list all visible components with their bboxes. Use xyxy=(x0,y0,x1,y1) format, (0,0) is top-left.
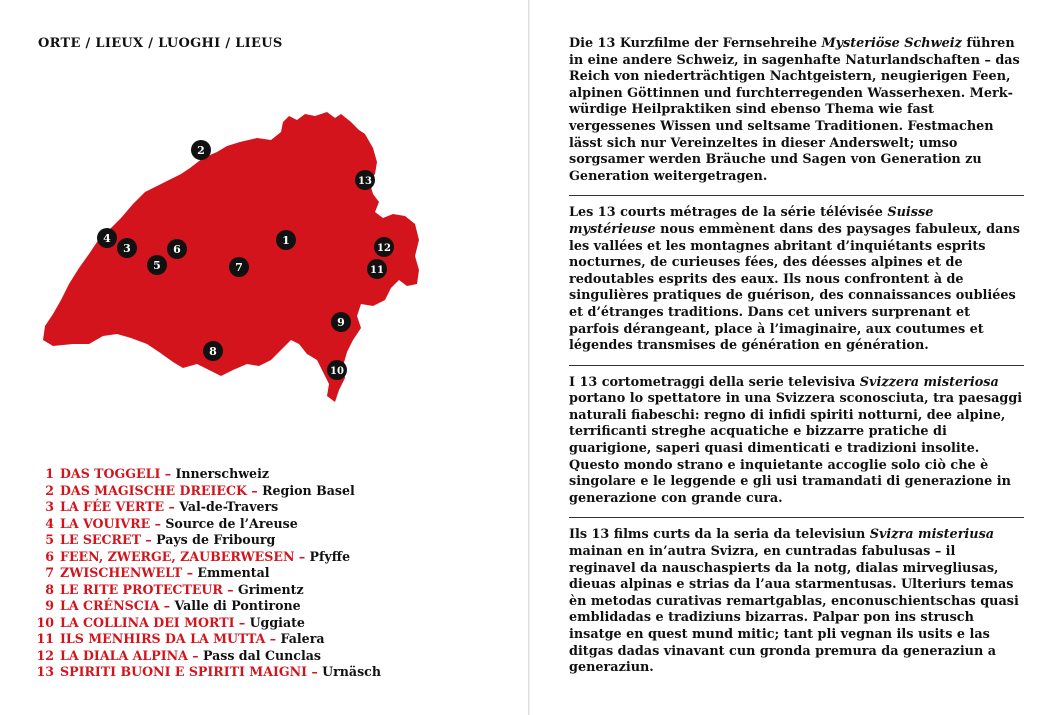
legend-number: 12 xyxy=(36,647,54,663)
legend-number: 6 xyxy=(45,548,54,564)
switzerland-map xyxy=(35,100,435,420)
legend-item xyxy=(36,516,516,533)
legend-number: 10 xyxy=(36,614,54,630)
map-marker-5 xyxy=(147,255,167,275)
legend-title: LA VOUIVRE xyxy=(60,515,151,531)
paragraph-romansh: Ils 13 films curts da la seria da televisiun Svizra misteriusa mainan en in’autra Svizra, en cuntradas fabulusas – il reginavel da nauschaspierts da la notg, dialas mirvegliusas, dieuas alpinas e strias da l’aua starmentusas. Ulteriurs temas èn metodas curativas remartgablas, enconuschientschas quasi emblidadas e tradiziuns bizarras. Palpar pon ins strusch insatge en quest mund mitic; tant pli vegnan ils usits e las ditgas dadas vinavant cun gronda premura da generaziun a generaziun. xyxy=(569,527,1019,676)
legend-item xyxy=(36,466,516,483)
marker-label: 4 xyxy=(103,232,111,245)
paragraph-french: Les 13 courts métrages de la série télévisée Suisse mystérieuse nous emmènent dans des paysages fabuleux, dans les vallées et les montagnes abritant d’inquiétants esprits nocturnes, de curieuses fées, des déesses alpines et de redoutables esprits des eaux. Ils nous confrontent à de singulières pratiques de guérison, des connaissances oubliées et d’étranges traditions. Dans cet univers surprenant et parfois dérangeant, place à l’imaginaire, aux coutumes et légendes transmises de génération en génération. xyxy=(569,205,1020,354)
legend-title: LE SECRET xyxy=(60,532,141,547)
legend-item xyxy=(36,631,516,648)
legend-number: 8 xyxy=(45,581,54,597)
location-legend xyxy=(36,466,516,681)
marker-label: 3 xyxy=(123,242,131,255)
legend-place: Grimentz xyxy=(237,581,304,597)
map-marker-11 xyxy=(367,259,387,279)
legend-place: Region Basel xyxy=(262,482,355,498)
legend-separator: – xyxy=(227,581,234,597)
divider xyxy=(569,517,1024,518)
legend-number: 7 xyxy=(45,565,54,580)
legend-item xyxy=(36,582,516,599)
legend-place: Uggiate xyxy=(249,614,305,630)
legend-item xyxy=(36,648,516,665)
page-heading: ORTE / LIEUX / LUOGHI / LIEUS xyxy=(38,36,283,51)
map-marker-6 xyxy=(167,239,187,259)
legend-separator: – xyxy=(269,631,277,646)
legend-title: SPIRITI BUONI E SPIRITI MAIGNI xyxy=(60,664,308,679)
legend-place: Pfyffe xyxy=(309,548,351,564)
map-marker-7 xyxy=(229,257,249,277)
legend-place: Urnäsch xyxy=(322,664,381,679)
marker-label: 8 xyxy=(209,345,217,358)
legend-number: 13 xyxy=(36,664,54,679)
legend-place: Valle di Pontirone xyxy=(174,598,301,613)
legend-place: Emmental xyxy=(197,565,270,580)
map-marker-8 xyxy=(203,341,223,361)
marker-label: 9 xyxy=(337,316,345,329)
legend-title: FEEN, ZWERGE, ZAUBERWESEN xyxy=(60,548,295,564)
legend-separator: – xyxy=(164,466,172,481)
legend-item xyxy=(36,483,516,500)
legend-place: Pass dal Cunclas xyxy=(202,647,321,663)
legend-title: LA COLLINA DEI MORTI xyxy=(60,614,235,630)
page-fold xyxy=(528,0,530,715)
legend-item xyxy=(36,499,516,516)
legend-title: DAS MAGISCHE DREIECK xyxy=(60,482,247,498)
divider xyxy=(569,195,1024,196)
legend-title: LA CRÉNSCIA xyxy=(60,598,160,613)
switzerland-outline xyxy=(43,112,419,402)
legend-item xyxy=(36,615,516,632)
marker-label: 2 xyxy=(197,144,205,157)
map-marker-1 xyxy=(276,230,296,250)
marker-label: 7 xyxy=(235,261,243,274)
legend-separator: – xyxy=(192,647,199,663)
legend-separator: – xyxy=(311,664,318,679)
legend-title: ILS MENHIRS DA LA MUTTA xyxy=(60,631,266,646)
legend-item xyxy=(36,664,516,681)
legend-title: LA DIALA ALPINA xyxy=(60,647,188,663)
legend-number: 1 xyxy=(45,466,54,481)
map-marker-4 xyxy=(97,228,117,248)
paragraph-italian: I 13 cortometraggi della serie televisiva Svizzera misteriosa portano lo spettatore in una Svizzera sconosciuta, tra paesaggi naturali fiabeschi: regno di infidi spiriti notturni, dee alpine, terrificanti streghe acquatiche e bizzarre pratiche di guarigione, saperi quasi dimenticati e tradizioni insolite. Questo mondo strano e inquietante accoglie solo ciò che è singolare e le leggende e gli usi tramandati di generazione in generazione con grande cura. xyxy=(569,374,1023,506)
legend-title: ZWISCHENWELT xyxy=(60,565,183,580)
marker-label: 11 xyxy=(370,265,384,276)
legend-item xyxy=(36,565,516,582)
legend-number: 5 xyxy=(45,532,54,547)
map-marker-3 xyxy=(117,238,137,258)
legend-item xyxy=(36,549,516,566)
legend-number: 11 xyxy=(36,631,54,646)
legend-place: Source de l’Areuse xyxy=(165,515,298,531)
legend-item xyxy=(36,598,516,615)
legend-number: 3 xyxy=(45,499,54,514)
description-column xyxy=(569,36,1024,677)
map-marker-10 xyxy=(327,360,347,380)
legend-separator: – xyxy=(145,532,152,547)
legend-number: 9 xyxy=(45,598,54,613)
legend-number: 4 xyxy=(45,515,54,531)
legend-separator: – xyxy=(163,598,171,613)
legend-place: Innerschweiz xyxy=(175,466,270,481)
legend-separator: – xyxy=(251,482,258,498)
legend-separator: – xyxy=(186,565,193,580)
marker-label: 10 xyxy=(330,366,344,377)
legend-place: Pays de Fribourg xyxy=(156,532,276,547)
legend-separator: – xyxy=(238,614,246,630)
marker-label: 6 xyxy=(173,243,181,256)
legend-place: Falera xyxy=(280,631,325,646)
map-marker-13 xyxy=(355,170,375,190)
legend-separator: – xyxy=(298,548,306,564)
legend-place: Val-de-Travers xyxy=(179,499,279,514)
legend-title: DAS TOGGELI xyxy=(60,466,161,481)
marker-label: 1 xyxy=(282,234,290,247)
legend-item xyxy=(36,532,516,549)
marker-label: 12 xyxy=(377,243,391,254)
map-marker-2 xyxy=(191,140,211,160)
legend-separator: – xyxy=(168,499,175,514)
legend-title: LA FÉE VERTE xyxy=(60,499,165,514)
divider xyxy=(569,365,1024,366)
legend-title: LE RITE PROTECTEUR xyxy=(60,581,223,597)
legend-separator: – xyxy=(154,515,161,531)
marker-label: 13 xyxy=(358,176,372,187)
map-marker-12 xyxy=(374,237,394,257)
paragraph-german: Die 13 Kurzfilme der Fernsehreihe Mysteriöse Schweiz führen in eine andere Schweiz, in sagenhafte Naturlandschaften – das Reich von niederträchtigen Nachtgeistern, neugierigen Feen, alpinen Göttinnen und furchterregenden Wasserhexen. Merkwürdige Heilpraktiken sind ebenso Thema wie fast vergessenes Wissen und seltsame Traditionen. Festmachen lässt sich nur Vereinzeltes in dieser Anderswelt; umso sorgsamer werden Bräuche und Sagen von Generation zu Generation weitergetragen. xyxy=(569,36,1020,184)
legend-number: 2 xyxy=(45,482,54,498)
map-marker-9 xyxy=(331,312,351,332)
marker-label: 5 xyxy=(153,259,161,272)
